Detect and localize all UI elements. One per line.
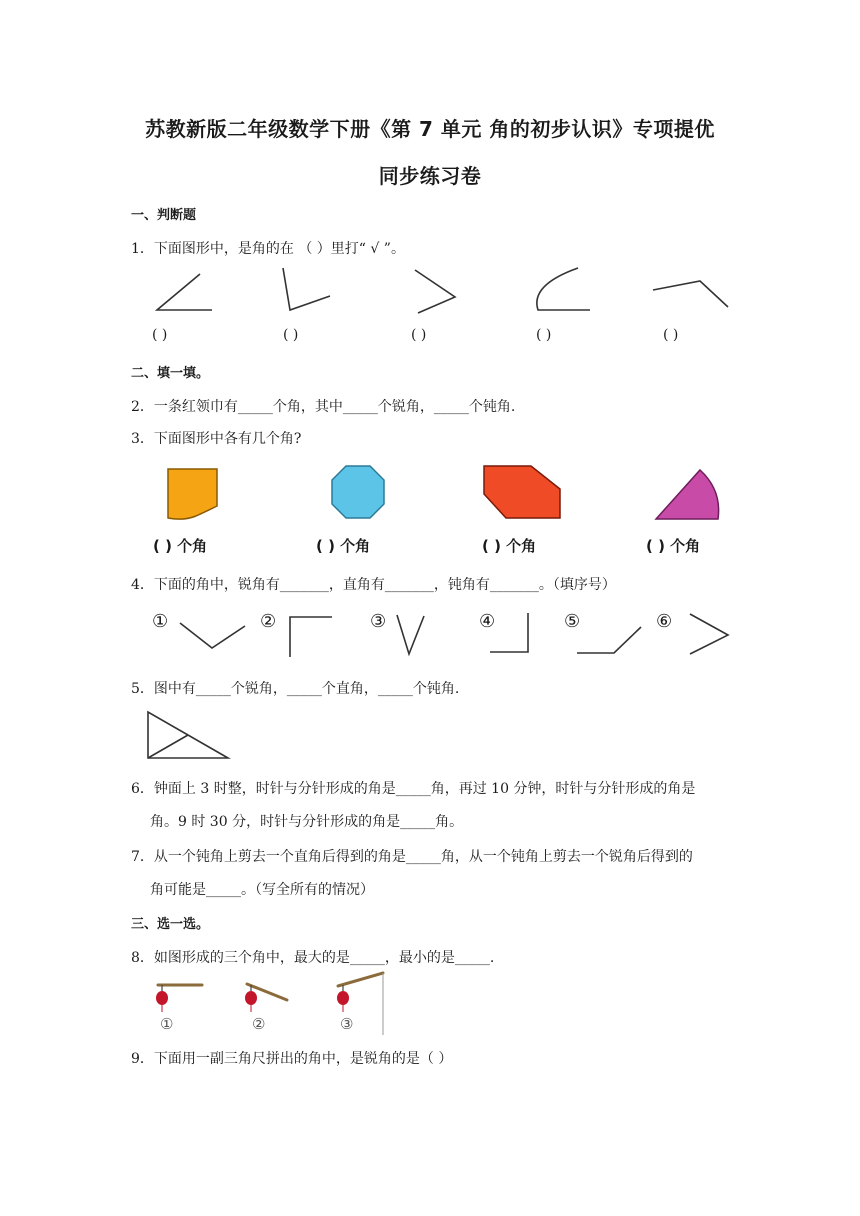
q3-shape-octagon [332,466,384,518]
q1-figure-broken [653,281,728,307]
page-subtitle: 同步练习卷 [378,164,482,188]
question-6-line-1: 6．钟面上 3 时整，时针与分针形成的角是_____角，再过 10 分钟，时针与分针形成的角是 [131,781,696,797]
q4-angle-5 [577,627,641,653]
q8-num-1: ① [160,1015,174,1033]
q1-answer-blank-2[interactable]: ( ) [283,327,299,343]
q3-shape-sector [656,470,719,519]
q8-num-2: ② [252,1015,266,1033]
q8-lantern-1 [156,991,168,1005]
question-5: 5．图中有_____个锐角，_____个直角，_____个钝角. [131,681,460,697]
q4-num-3: ③ [370,611,387,632]
q4-angle-2 [290,617,332,657]
q4-num-1: ① [152,611,169,632]
q4-num-5: ⑤ [564,611,581,632]
question-9: 9．下面用一副三角尺拼出的角中，是锐角的是（ ） [131,1051,453,1067]
q4-angle-3 [397,615,424,654]
q5-inner-line [148,735,188,758]
q1-figure-angle-1 [157,274,212,310]
section-heading-fill: 二、填一填。 [131,366,210,381]
q3-label-4[interactable]: ( ) 个角 [646,537,701,555]
q4-angle-4 [490,613,528,652]
q5-triangle [148,712,228,758]
page-title: 苏教新版二年级数学下册《第 7 单元 角的初步认识》专项提优 [145,117,715,141]
section-heading-choose: 三、选一选。 [131,917,210,932]
question-2: 2．一条红领巾有_____个角，其中_____个锐角，_____个钝角. [131,399,516,415]
q1-answer-blank-3[interactable]: ( ) [411,327,427,343]
q1-answer-blank-5[interactable]: ( ) [663,327,679,343]
q8-lantern-3 [337,991,349,1005]
q3-shape-hexagon [484,466,560,518]
q1-answer-blank-4[interactable]: ( ) [536,327,552,343]
question-7-line-1: 7．从一个钝角上剪去一个直角后得到的角是_____角，从一个钝角上剪去一个锐角后得到的 [131,849,693,865]
question-8: 8．如图形成的三个角中，最大的是_____，最小的是_____. [131,950,495,966]
q4-num-4: ④ [479,611,496,632]
q4-angle-6 [690,614,728,654]
q3-label-3[interactable]: ( ) 个角 [482,537,537,555]
q4-num-2: ② [260,611,277,632]
q3-label-2[interactable]: ( ) 个角 [316,537,371,555]
q1-figure-angle-2 [283,268,330,310]
q3-shape-square [168,469,217,519]
question-3: 3．下面图形中各有几个角? [131,431,302,447]
q8-rod-3 [338,973,383,986]
q8-lantern-2 [245,991,257,1005]
q1-answer-blank-1[interactable]: ( ) [152,327,168,343]
question-6-line-2: 角。9 时 30 分，时针与分针形成的角是_____角。 [150,814,464,830]
q4-num-6: ⑥ [656,611,673,632]
q1-figure-angle-3 [415,270,455,313]
q8-rod-2 [247,984,287,1000]
q1-figure-curve [537,268,590,310]
q4-angle-1 [180,623,245,648]
question-1: 1．下面图形中，是角的在 （ ）里打“ √ ”。 [131,241,405,257]
question-4: 4．下面的角中，锐角有_______，直角有_______，钝角有_______。（填序号） [131,577,616,593]
question-7-line-2: 角可能是_____。（写全所有的情况） [150,882,374,898]
q3-label-1[interactable]: ( ) 个角 [153,537,208,555]
q8-num-3: ③ [340,1015,354,1033]
section-heading-judge: 一、判断题 [131,208,197,223]
